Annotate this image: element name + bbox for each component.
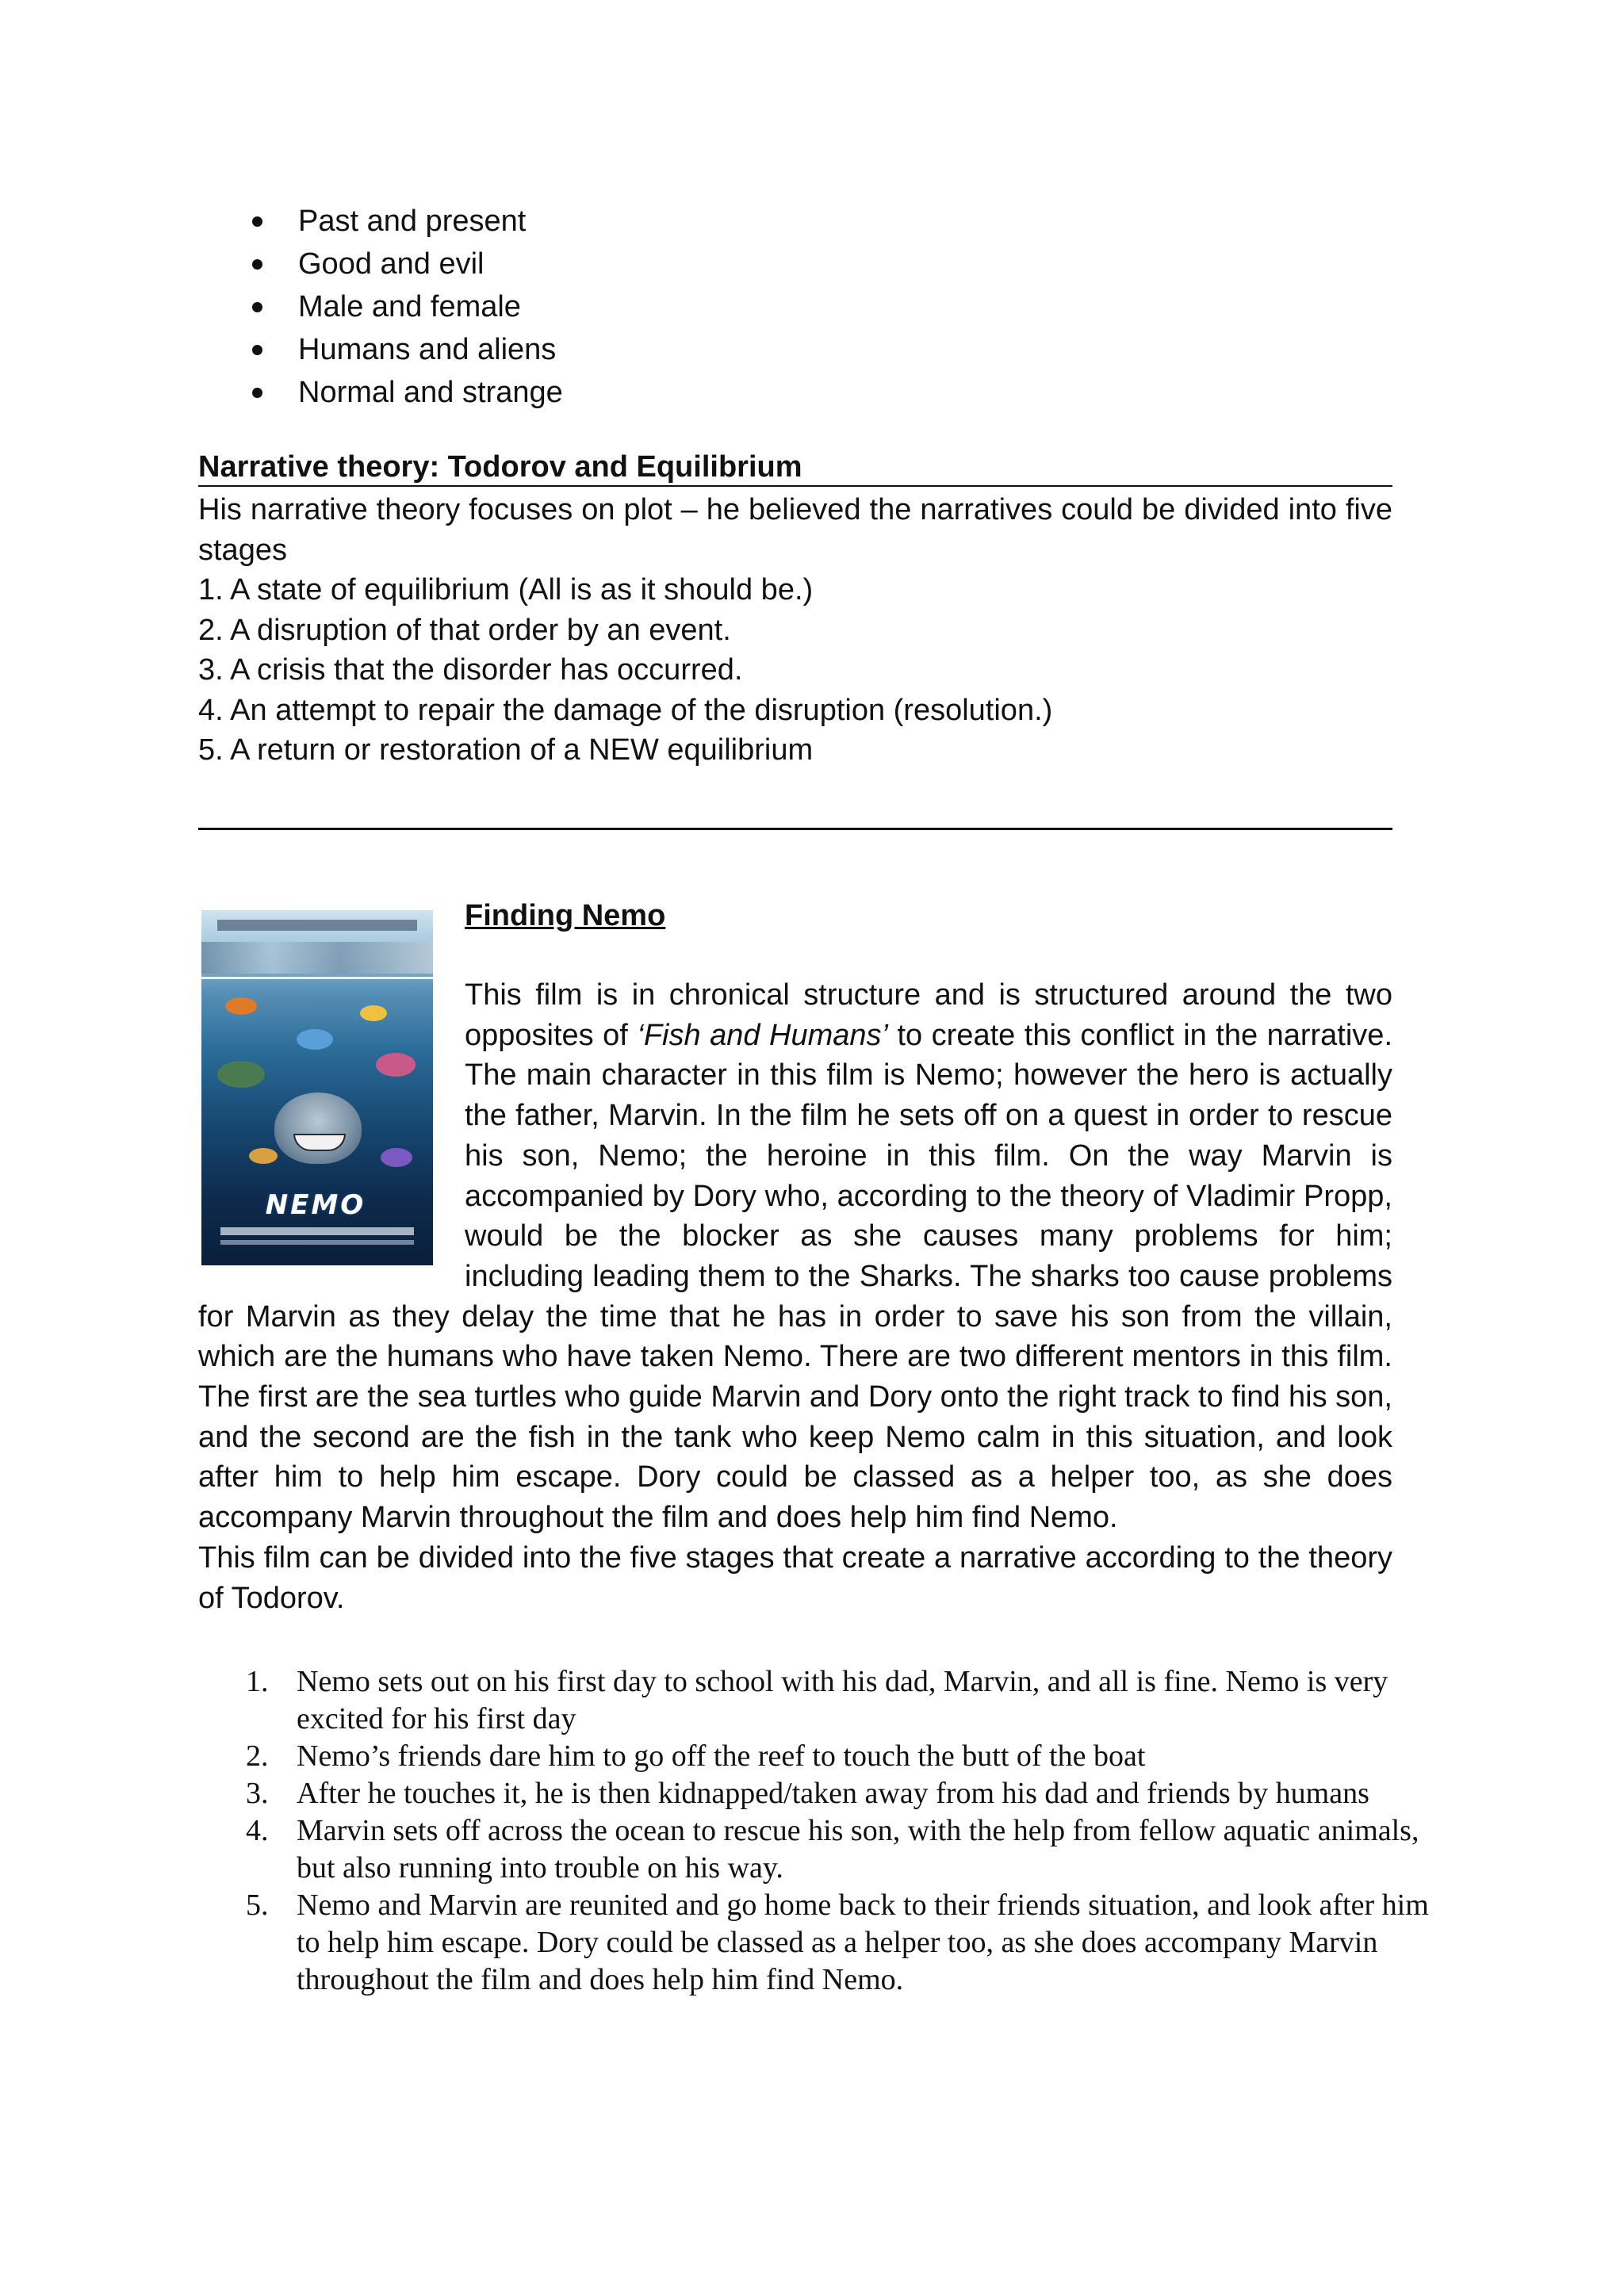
nemo-stages-list <box>246 1663 1432 1999</box>
stage-line: 5. A return or restoration of a NEW equilibrium <box>198 733 814 767</box>
bullet-icon <box>252 345 262 355</box>
stage-line: 3. A crisis that the disorder has occurred. <box>198 653 743 687</box>
list-item: Normal and strange <box>198 371 563 414</box>
list-item: 1. Nemo sets out on his first day to school with his dad, Marvin, and all is fine. Nemo is very excited for his first day <box>246 1665 1388 1735</box>
opposites-bullet-list <box>198 200 563 414</box>
list-item: Past and present <box>198 200 563 243</box>
stage-line: 4. An attempt to repair the damage of the disruption (resolution.) <box>198 693 1053 727</box>
stage-line: 1. A state of equilibrium (All is as it should be.) <box>198 573 814 607</box>
bullet-icon <box>252 302 262 312</box>
stage-line: 2. A disruption of that order by an event. <box>198 613 731 647</box>
list-item: Male and female <box>198 285 563 328</box>
narrative-theory-section <box>198 449 1392 771</box>
list-item: Humans and aliens <box>198 328 563 371</box>
list-item: Good and evil <box>198 243 563 285</box>
list-item: 4. Marvin sets off across the ocean to rescue his son, with the help from fellow aquatic animals, but also running into trouble on his way. <box>246 1814 1419 1885</box>
finding-nemo-poster-image <box>201 910 433 1265</box>
narrative-intro: His narrative theory focuses on plot – he believed the narratives could be divided into five stages <box>198 493 1392 567</box>
finding-nemo-section <box>198 896 1392 1618</box>
nemo-paragraph-1: This film is in chronical structure and is structured around the two opposites of ‘Fish and Humans’ to create this conflict in the narrative. The main character in this film is Nemo; however the hero is actually the father, Marvin. In the film he sets off on a quest in order to rescue his son, Nemo; the heroine in this film. On the way Marvin is accompanied by Dory who, according to the theory of Vladimir Propp, would be the blocker as she causes many problems for him; including leading them to the Sharks. The sharks too cause problems for Marvin as they delay the time that he has in order to save his son from the villain, which are the humans who have taken Nemo. There are two different mentors in this film. The first are the sea turtles who guide Marvin and Dory onto the right track to find his son, and the second are the fish in the tank who keep Nemo calm in this situation, and look after him to help him escape. Dory could be classed as a helper too, as she does accompany Marvin throughout the film and does help him find Nemo. <box>198 978 1393 1535</box>
horizontal-divider <box>198 828 1392 830</box>
list-item: 5. Nemo and Marvin are reunited and go home back to their friends situation, and look after him to help him escape. Dory could be classed as a helper too, as she does accompany Marvin throughout the film and does help him find Nemo. <box>246 1888 1429 1996</box>
bullet-icon <box>252 216 262 227</box>
bullet-icon <box>252 388 262 398</box>
list-item: 2. Nemo’s friends dare him to go off the reef to touch the butt of the boat <box>246 1739 1146 1773</box>
list-item: 3. After he touches it, he is then kidnapped/taken away from his dad and friends by humans <box>246 1777 1369 1810</box>
nemo-paragraph-2: This film can be divided into the five stages that create a narrative according to the theory of Todorov. <box>198 1540 1392 1615</box>
poster-logo: NEMO <box>265 1189 366 1221</box>
bullet-icon <box>252 259 262 270</box>
finding-nemo-title: Finding Nemo <box>465 899 666 932</box>
section-heading: Narrative theory: Todorov and Equilibrium <box>198 449 1392 487</box>
